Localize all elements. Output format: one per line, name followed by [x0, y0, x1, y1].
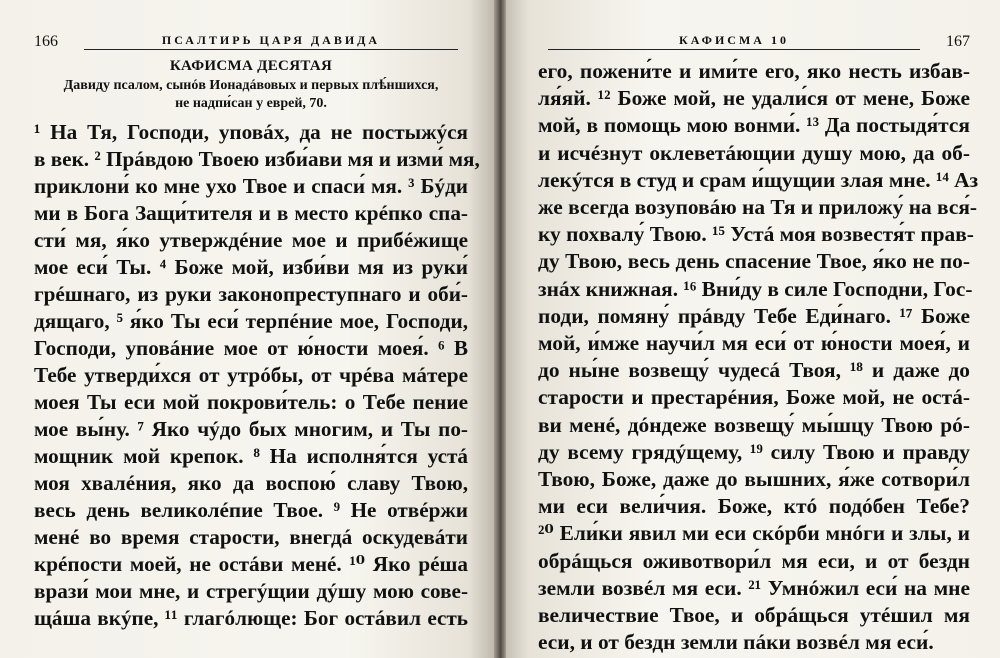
text-line: до ны́не возвещу́ чудесá Твоя, ¹⁸ и даже до: [538, 358, 970, 383]
right-page-content: [538, 58, 979, 656]
text-line: весь день великолéпие Твое. ⁹ Не отвéржи: [34, 498, 468, 522]
text-line: знáх книжная. ¹⁶ Вни́ду в силе Господни, Гос-: [538, 276, 973, 301]
text-line: же всегда возуповáю на Тя и приложу́ на вся́-: [538, 195, 978, 220]
text-line: дящаго, ⁵ я́ко Ты еси́ терпéние мое, Господи,: [34, 309, 468, 333]
right-psalm-text: [538, 58, 979, 656]
text-line: в век. ² Прáвдою Твоею изби́ави мя и изми́ мя,: [34, 147, 480, 171]
text-line: ми в Бога Защи́тителя и в место крéпко спа-: [34, 201, 468, 225]
left-page: [0, 0, 498, 658]
text-line: моя хвалéния, яко да воспою́ славу Твою,: [34, 471, 468, 495]
text-line: сти́ мя, я́ко утверждéние мое и прибéжище: [34, 228, 468, 252]
left-psalm-text: [34, 119, 480, 632]
text-line: величествие Твое, и обрáщься утéшил мя: [538, 603, 970, 628]
psalm-subtitle-line-1: Давиду псалом, сынóв Ионадáвовых и первых плѣ́ншихся,: [63, 78, 439, 93]
kathisma-title: КАФИСМА ДЕСЯТАЯ: [169, 58, 333, 74]
text-line: ¹ На Тя, Господи, уповáх, да не постыжýся: [34, 120, 468, 144]
text-line: мой, в помощь мою вонми́. ¹³ Да постыдя́тся: [538, 113, 970, 138]
text-line: земли возвéл мя еси. ²¹ Умнóжил еси́ на мне: [538, 575, 970, 600]
left-running-head: [34, 28, 468, 50]
text-line: обрáщься оживотвори́л мя еси, и от бездн: [538, 548, 970, 573]
text-line: Господи, уповáние мое от ю́ности моея́. ⁶ В: [34, 336, 468, 360]
text-line: ку похвалу́ Твою. ¹⁵ Устá моя возвестя́т прав-: [538, 222, 974, 247]
psalm-subtitle: [44, 77, 458, 113]
text-line: мое вы́ну. ⁷ Яко чýдо бых многим, и Ты по-: [34, 417, 468, 441]
right-page-number: 167: [946, 33, 970, 50]
text-line: щáша вкýпе, ¹¹ глагóлюще: Бог остáвил есть: [34, 606, 468, 630]
text-line: поди, помяну́ прáвду Тебе Еди́наго. ¹⁷ Боже: [538, 303, 970, 328]
text-line: старости и престарéния, Боже мой, не остá-: [538, 385, 970, 410]
text-line: грéшнаго, из руки законопреступнаго и оби́-: [34, 282, 468, 306]
text-line: ду всему грядýщему, ¹⁹ силу Твою и правду: [538, 439, 970, 464]
left-page-number: 166: [34, 33, 58, 50]
text-line: мощник мой крепок. ⁸ На исполня́тся устá: [34, 444, 468, 468]
text-line: Твою, Боже, даже до вышних, я́же сотвори́л: [538, 467, 970, 492]
psalm-subtitle-line-2: не надпи́сан у еврей, 70.: [175, 96, 327, 111]
left-running-title: ПСАЛТИРЬ ЦАРЯ ДАВИДА: [84, 34, 458, 50]
text-line: ля́яй. ¹² Боже мой, не удали́ся от мене, Боже: [538, 86, 970, 111]
right-page: [498, 0, 1000, 658]
text-line: ду Твою, весь день спасение Твое, я́ко не по-: [538, 249, 970, 274]
book-gutter: [494, 0, 506, 658]
text-line: ми еси вели́чия. Боже, ктó подóбен Тебе?: [538, 494, 970, 519]
text-line: ²⁰ Ели́ки явил ми еси скóрби мнóги и злы, и: [538, 521, 970, 546]
text-line: мое еси́ Ты. ⁴ Боже мой, изби́ви мя из руки́: [34, 255, 468, 279]
text-line: мой, и́мже научи́л мя еси́ от ю́ности моея́, и: [538, 331, 970, 356]
text-line: крéпости моей, не остáви менé. ¹⁰ Яко рéша: [34, 552, 468, 576]
text-line: лекýтся в студ и срам и́щущии злая мне. ¹⁴ Аз: [538, 167, 979, 192]
text-line: ви менé, дóндеже возвещу́ мы́шцу Твою рó-: [538, 412, 970, 437]
text-line: врази́ мои мне, и стрегýщии дýшу мою сове-: [34, 579, 468, 603]
right-running-title: КАФИСМА 10: [548, 34, 920, 50]
text-line: и исчéзнут оклеветáющии душу мою, да об-: [538, 140, 970, 165]
left-page-content: [34, 58, 480, 632]
text-line: его, пожени́те и ими́те его, яко несть избав-: [538, 59, 970, 83]
text-line: моея Ты еси мой покрови́тель: о Тебе пение: [34, 390, 468, 414]
text-line: менé во время старости, внегдá оскудевáти: [34, 525, 468, 549]
text-line: приклони́ ко мне ухо Твое и спаси́ мя. ³ Бýди: [34, 174, 468, 198]
text-line: еси, и от бездн земли пáки возвéл мя еси́.: [538, 630, 934, 655]
text-line: Тебе утверди́хся от утрóбы, от чрéва мáтере: [34, 363, 468, 387]
right-running-head: [538, 28, 970, 50]
